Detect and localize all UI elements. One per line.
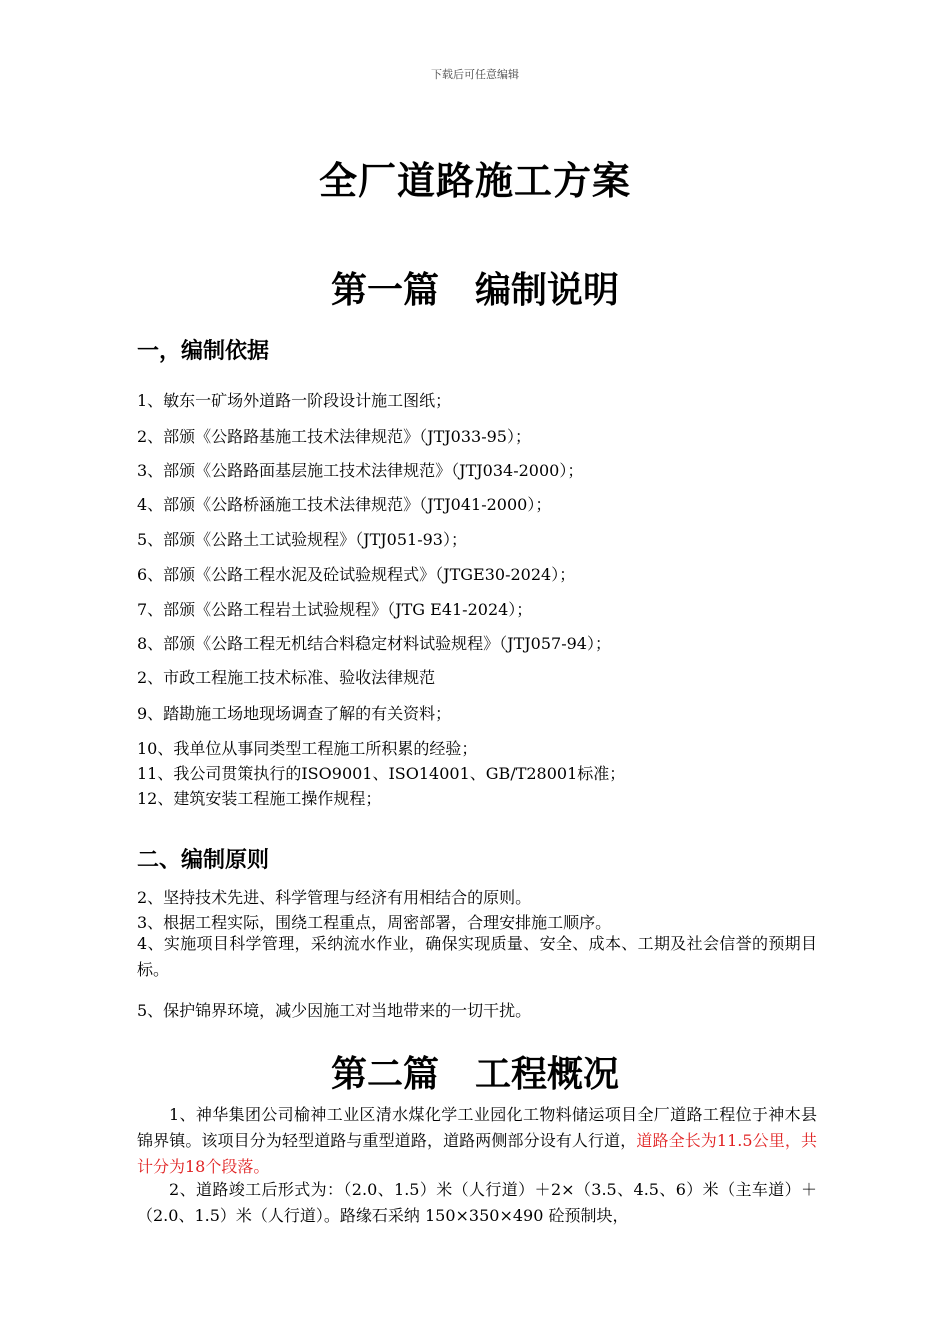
- basis-item: 4、部颁《公路桥涵施工技术法律规范》（JTJ041-2000）；: [137, 495, 552, 514]
- basis-item: 9、踏勘施工场地现场调查了解的有关资料；: [137, 704, 452, 723]
- basis-item: 7、部颁《公路工程岩土试验规程》（JTG E41-2024）；: [137, 600, 533, 619]
- principle-item: 4、实施项目科学管理，采纳流水作业，确保实现质量、安全、成本、工期及社会信誉的预期目标。: [137, 934, 817, 979]
- principle-item: 5、保护锦界环境，减少因施工对当地带来的一切干扰。: [137, 1001, 532, 1020]
- part2-heading: 第二篇 工程概况: [330, 1054, 619, 1095]
- basis-item: 11、我公司贯策执行的ISO9001、ISO14001、GB/T28001标准；: [137, 764, 626, 783]
- overview-text: 1、神华集团公司榆神工业区清水煤化学工业园化工物料储运项目全厂道路工程位于神木县锦界镇。该项目分为轻型道路与重型道路，道路两侧部分设有人行道，: [137, 1105, 817, 1150]
- overview-paragraph-2: 2、道路竣工后形式为：（2.0、1.5）米（人行道）＋2×（3.5、4.5、6）米（主车道）＋（2.0、1.5）米（人行道）。路缘石采纳 150×350×490 砼预制块，: [137, 1180, 817, 1225]
- basis-item: 6、部颁《公路工程水泥及砼试验规程式》（JTGE30-2024）；: [137, 565, 576, 584]
- part1-heading: 第一篇 编制说明: [330, 270, 619, 311]
- section1-heading: 一，编制依据: [137, 339, 270, 364]
- basis-item: 12、建筑安装工程施工操作规程；: [137, 789, 382, 808]
- basis-item: 2、市政工程施工技术标准、验收法律规范: [137, 668, 436, 687]
- basis-item: 3、部颁《公路路面基层施工技术法律规范》（JTJ034-2000）；: [137, 461, 584, 480]
- basis-item: 8、部颁《公路工程无机结合料稳定材料试验规程》（JTJ057-94）；: [137, 634, 611, 653]
- basis-item: 2、部颁《公路路基施工技术法律规范》（JTJ033-95）；: [137, 427, 531, 446]
- page-header: 下载后可任意编辑: [431, 68, 519, 81]
- overview-paragraph-1: [137, 1102, 817, 1180]
- basis-item: 10、我单位从事同类型工程施工所积累的经验；: [137, 739, 478, 758]
- basis-item: 5、部颁《公路土工试验规程》（JTJ051-93）；: [137, 530, 467, 549]
- overview-highlight: 道路全长为11.5公里，共计分为18个段落。: [137, 1131, 817, 1176]
- principle-item: 2、坚持技术先进、科学管理与经济有用相结合的原则。: [137, 888, 532, 907]
- principle-item: 3、根据工程实际，围绕工程重点，周密部署，合理安排施工顺序。: [137, 913, 612, 932]
- section2-heading: 二、编制原则: [137, 848, 270, 873]
- basis-item: 1、敏东一矿场外道路一阶段设计施工图纸；: [137, 391, 452, 410]
- document-title: 全厂道路施工方案: [318, 159, 631, 203]
